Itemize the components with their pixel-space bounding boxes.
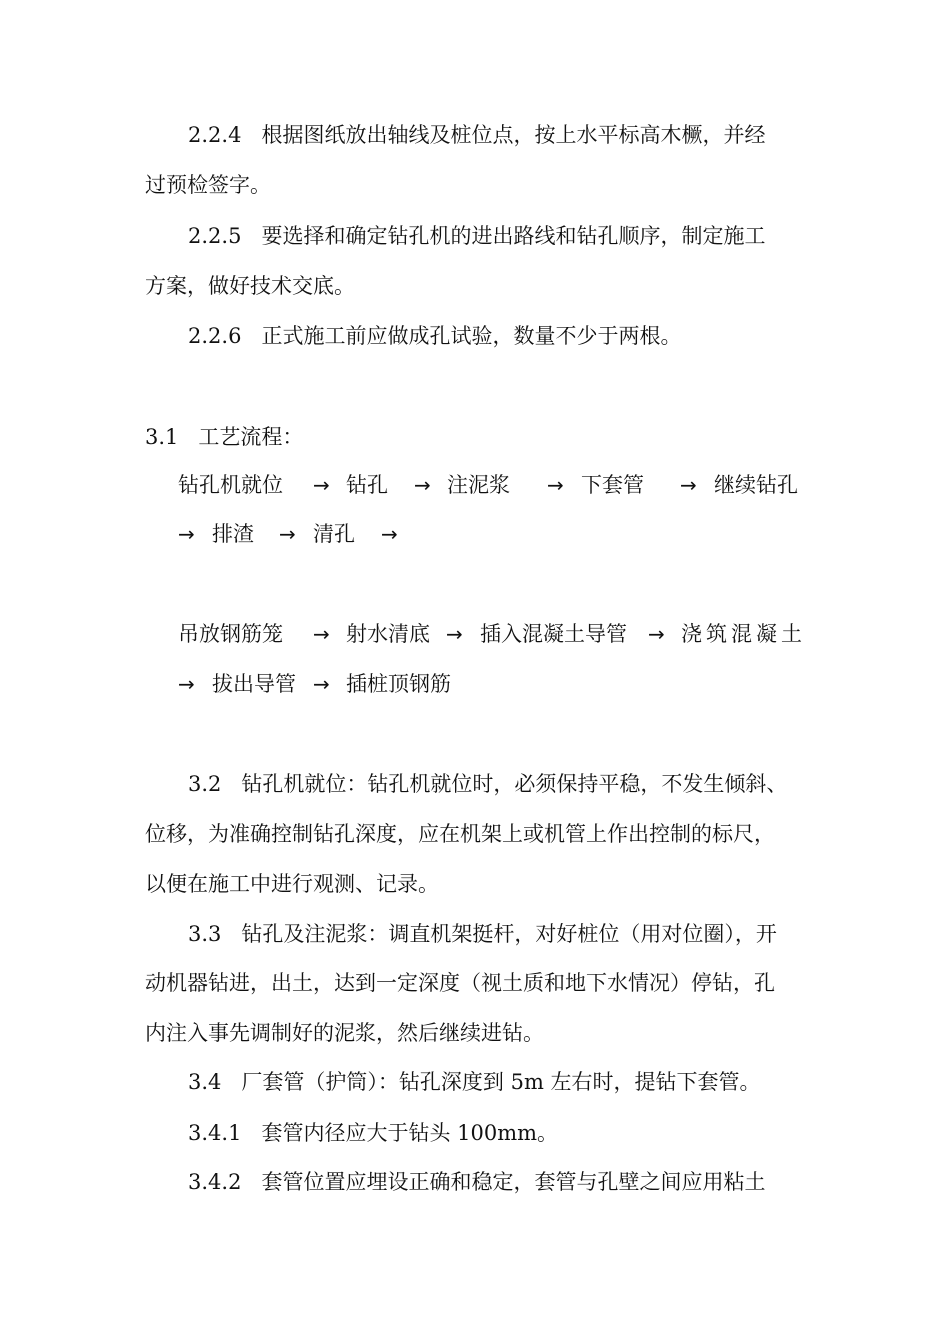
section-3-2-line-3: 以便在施工中进行观测、记录。 [145,872,439,896]
para-2-2-4-line-1: 2.2.4 根据图纸放出轴线及桩位点，按上水平标高木橛，并经 [188,123,766,147]
process-flow-1-row-1 [0,471,950,499]
section-3-3-line-3: 内注入事先调制好的泥浆，然后继续进钻。 [145,1021,544,1045]
section-3-4-line-1: 3.4 厂套管（护筒）：钻孔深度到 5m 左右时，提钻下套管。 [188,1070,761,1094]
flow-arrow-icon: → [648,622,665,646]
flow-arrow-icon: → [547,473,564,497]
flow-step-drill-positioning: 钻孔机就位 [178,473,283,497]
flow-arrow-icon: → [680,473,697,497]
flow-arrow-icon: → [313,622,330,646]
flow-arrow-icon: → [414,473,431,497]
flow-step-drilling: 钻孔 [346,473,388,497]
para-2-2-5-line-1: 2.2.5 要选择和确定钻孔机的进出路线和钻孔顺序，制定施工 [188,224,766,248]
flow-arrow-icon: → [446,622,463,646]
flow-step-pull-out-tremie: 拔出导管 [212,672,296,696]
para-2-2-5-line-2: 方案，做好技术交底。 [145,274,355,298]
flow-arrow-icon: → [279,522,296,546]
flow-step-insert-pile-top-rebar: 插桩顶钢筋 [346,672,451,696]
flow-step-hole-cleaning: 清孔 [313,522,355,546]
section-3-3-line-2: 动机器钻进，出土，达到一定深度（视土质和地下水情况）停钻，孔 [145,971,775,995]
flow-step-casing-install: 下套管 [581,473,644,497]
process-flow-1-row-2 [0,520,950,548]
para-2-2-6-line-1: 2.2.6 正式施工前应做成孔试验，数量不少于两根。 [188,324,682,348]
flow-arrow-icon: → [178,522,195,546]
section-3-1-heading: 3.1 工艺流程： [145,425,304,449]
section-3-4-2-line-1: 3.4.2 套管位置应埋设正确和稳定，套管与孔壁之间应用粘土 [188,1170,766,1194]
flow-step-pour-concrete: 浇筑混凝土 [681,622,806,646]
flow-step-slurry-injection: 注泥浆 [447,473,510,497]
flow-arrow-icon: → [313,672,330,696]
para-2-2-4-line-2: 过预检签字。 [145,173,271,197]
flow-step-lower-rebar-cage: 吊放钢筋笼 [178,622,283,646]
flow-arrow-icon: → [313,473,330,497]
flow-step-continue-drilling: 继续钻孔 [714,473,798,497]
flow-arrow-icon: → [178,672,195,696]
section-3-4-1-line-1: 3.4.1 套管内径应大于钻头 100mm。 [188,1121,559,1145]
process-flow-2-row-1 [0,620,950,648]
section-3-3-line-1: 3.3 钻孔及注泥浆：调直机架挺杆，对好桩位（用对位圈），开 [188,922,777,946]
process-flow-2-row-2 [0,670,950,698]
flow-step-insert-tremie: 插入混凝土导管 [480,622,627,646]
flow-arrow-icon: → [381,522,398,546]
flow-step-slag-discharge: 排渣 [212,522,254,546]
section-3-2-line-1: 3.2 钻孔机就位：钻孔机就位时，必须保持平稳，不发生倾斜、 [188,772,788,796]
flow-step-water-jet-cleaning: 射水清底 [346,622,430,646]
section-3-2-line-2: 位移，为准确控制钻孔深度，应在机架上或机管上作出控制的标尺， [145,822,775,846]
